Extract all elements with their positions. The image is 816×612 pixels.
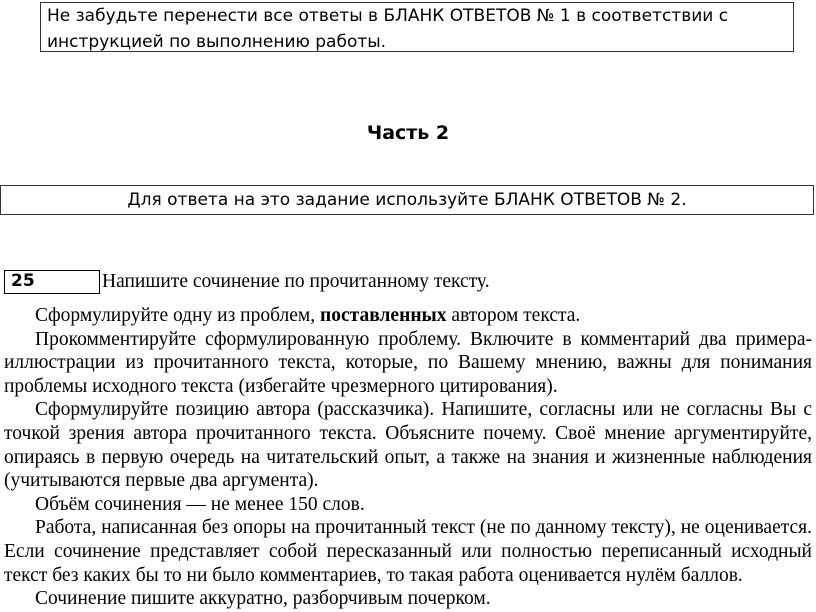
paragraph-3: Сформулируйте позицию автора (рассказчика). Напишите, согласны или не согласны Вы с точкой зрения автора прочитанного текста. Объясните почему. Своё мнение аргументируйте, опираясь в первую очередь на читательский опыт, а также на знания и жизненные наблюдения (учитываются первые два аргумента). bbox=[4, 399, 812, 492]
notice-text: Не забудьте перенести все ответы в БЛАНК ОТВЕТОВ № 1 в соответствии с инструкцией по выполнению работы. bbox=[47, 6, 729, 52]
task-number: 25 bbox=[4, 270, 100, 294]
task-heading: Напишите сочинение по прочитанному тексту. bbox=[102, 271, 490, 292]
paragraph-1 bbox=[4, 304, 812, 328]
notice-box bbox=[40, 2, 794, 52]
paragraph-2: Прокомментируйте сформулированную проблему. Включите в комментарий два примера-иллюстрации из прочитанного текста, которые, по Вашему мнению, важны для понимания проблемы исходного текста (избегайте чрезмерного цитирования). bbox=[4, 328, 812, 397]
part-title: Часть 2 bbox=[366, 122, 450, 144]
instruction-box bbox=[0, 185, 814, 215]
p1-bold: поставленных bbox=[320, 305, 447, 326]
task-body bbox=[4, 304, 812, 611]
instruction-text: Для ответа на это задание используйте БЛАНК ОТВЕТОВ № 2. bbox=[127, 190, 687, 210]
p1-before: Сформулируйте одну из проблем, bbox=[35, 305, 316, 326]
paragraph-6: Сочинение пишите аккуратно, разборчивым почерком. bbox=[35, 588, 491, 610]
paragraph-5: Работа, написанная без опоры на прочитанный текст (не по данному тексту), не оценивается. Если сочинение представляет собой пересказанный или полностью переписанный исходный текст без каких бы то ни было комментариев, то такая работа оценивается нулём баллов. bbox=[4, 517, 812, 586]
p1-after: автором текста. bbox=[451, 305, 581, 326]
paragraph-4: Объём сочинения — не менее 150 слов. bbox=[35, 493, 365, 515]
